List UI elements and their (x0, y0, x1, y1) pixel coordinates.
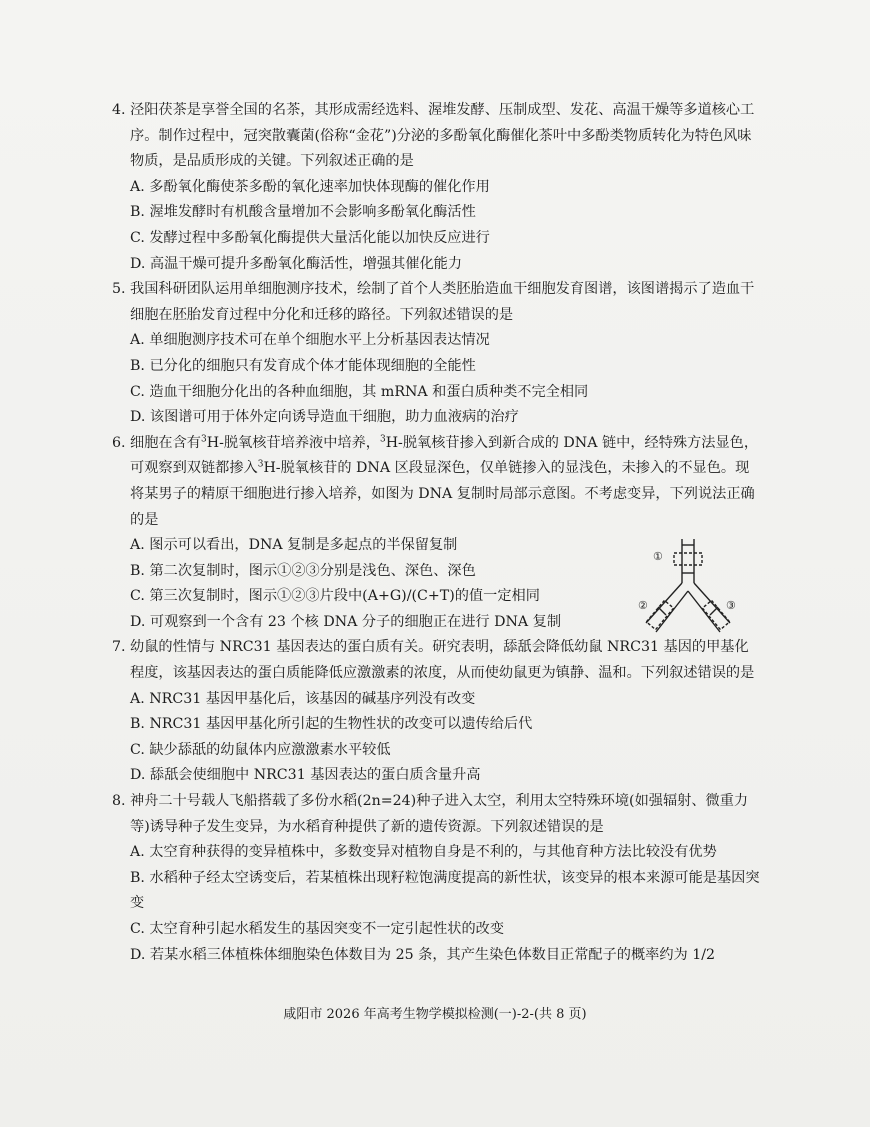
left-arm-inner (656, 591, 688, 632)
superscript-3: 3 (379, 433, 386, 444)
question-8-option-d: D. 若某水稻三体植株体细胞染色体数目为 25 条，其产生染色体数目正常配子的概率约为 1/2 (130, 946, 716, 963)
question-7-option-c: C. 缺少舔舐的幼鼠体内应激激素水平较低 (130, 741, 391, 758)
question-7-option-b: B. NRC31 基因甲基化所引起的生物性状的改变可以遗传给后代 (130, 716, 533, 733)
question-4 (112, 98, 760, 277)
question-8-option-c: C. 太空育种引起水稻发生的基因突变不一定引起性状的改变 (130, 921, 505, 937)
question-7-option-d: D. 舔舐会使细胞中 NRC31 基因表达的蛋白质含量升高 (130, 767, 481, 784)
question-5-option-c: C. 造血干细胞分化出的各种血细胞，其 mRNA 和蛋白质种类不完全相同 (130, 383, 589, 400)
dna-replication-diagram (638, 537, 738, 642)
question-6-stem-part-2: H-脱氧核苷培养液中培养， (206, 434, 380, 451)
question-4-option-a: A. 多酚氧化酶使茶多酚的氧化速率加快体现酶的催化作用 (130, 178, 490, 195)
question-4-option-b: B. 渥堆发酵时有机酸含量增加不会影响多酚氧化酶活性 (130, 204, 476, 221)
question-8 (112, 789, 760, 968)
question-7-stem: 7. 幼鼠的性情与 NRC31 基因表达的蛋白质有关。研究表明，舔舐会降低幼鼠 NRC31 基因的甲基化程度，该基因表达的蛋白质能降低应激激素的浓度，从而使幼鼠更为镇静、温和。下列叙述错误的是 (112, 639, 755, 682)
diagram-label-1: ① (653, 550, 663, 563)
superscript-3: 3 (257, 459, 264, 470)
question-8-stem: 8. 神舟二十号载人飞船搭载了多份水稻(2n=24)种子进入太空，利用太空特殊环境(如强辐射、微重力等)诱导种子发生变异，为水稻育种提供了新的遗传资源。下列叙述错误的是 (112, 793, 749, 835)
question-6-stem-part-1: 6. 细胞在含有 (112, 434, 201, 451)
superscript-3: 3 (200, 433, 207, 444)
question-4-option-c: C. 发酵过程中多酚氧化酶提供大量活化能以加快反应进行 (130, 229, 490, 246)
segment-1-box (674, 553, 702, 565)
question-5-option-a: A. 单细胞测序技术可在单个细胞水平上分析基因表达情况 (130, 332, 490, 349)
question-5 (112, 277, 760, 431)
question-8-option-b: B. 水稻种子经太空诱变后，若某植株出现籽粒饱满度提高的新性状，该变异的根本来源可能是基因突变 (130, 869, 760, 912)
question-6-option-b: B. 第二次复制时，图示①②③分别是浅色、深色、深色 (130, 562, 476, 579)
question-7 (112, 635, 760, 789)
page-footer: 咸阳市 2026 年高考生物学模拟检测(一)-2-(共 8 页) (283, 1007, 587, 1022)
question-6-stem-part-4: H-脱氧核苷的 DNA 区段显深色，仅单链掺入的显浅色，未掺入的不显色。现将某男子的精原干细胞进行掺入培养，如图为 DNA 复制时局部示意图。不考虑变异，下列说法正确的是 (130, 460, 755, 528)
question-6-option-a: A. 图示可以看出，DNA 复制是多起点的半保留复制 (130, 537, 458, 554)
question-6-stem-part-3: H-脱氧核苷掺入到新合成的 DNA 链中，经特殊方法显色，可观察到双链都掺入 (130, 434, 759, 477)
question-6-option-d: D. 可观察到一个含有 23 个核 DNA 分子的细胞正在进行 DNA 复制 (130, 613, 562, 630)
question-4-stem: 4. 泾阳茯茶是享誉全国的名茶，其形成需经选料、渥堆发酵、压制成型、发花、高温干燥等多道核心工序。制作过程中，冠突散囊菌(俗称“金花”)分泌的多酚氧化酶催化茶叶中多酚类物质转化为特色风味物质，是品质形成的关键。下列叙述正确的是 (112, 102, 755, 170)
page-content (112, 98, 760, 968)
question-8-option-a: A. 太空育种获得的变异植株中，多数变异对植物自身是不利的，与其他育种方法比较没有优势 (130, 844, 717, 861)
right-arm-inner (688, 591, 720, 632)
question-6-option-c: C. 第三次复制时，图示①②③片段中(A+G)/(C+T)的值一定相同 (130, 588, 540, 605)
question-4-option-d: D. 高温干燥可提升多酚氧化酶活性，增强其催化能力 (130, 255, 463, 272)
question-6-stem (112, 431, 760, 533)
question-5-option-d: D. 该图谱可用于体外定向诱导造血干细胞，助力血液病的治疗 (130, 409, 519, 426)
diagram-label-2: ② (638, 599, 648, 612)
question-7-option-a: A. NRC31 基因甲基化后，该基因的碱基序列没有改变 (130, 690, 476, 707)
question-5-option-b: B. 已分化的细胞只有发育成个体才能体现细胞的全能性 (130, 357, 476, 374)
diagram-label-3: ③ (726, 599, 736, 612)
question-5-stem: 5. 我国科研团队运用单细胞测序技术，绘制了首个人类胚胎造血干细胞发育图谱，该图谱揭示了造血干细胞在胚胎发育过程中分化和迁移的路径。下列叙述错误的是 (112, 281, 755, 323)
